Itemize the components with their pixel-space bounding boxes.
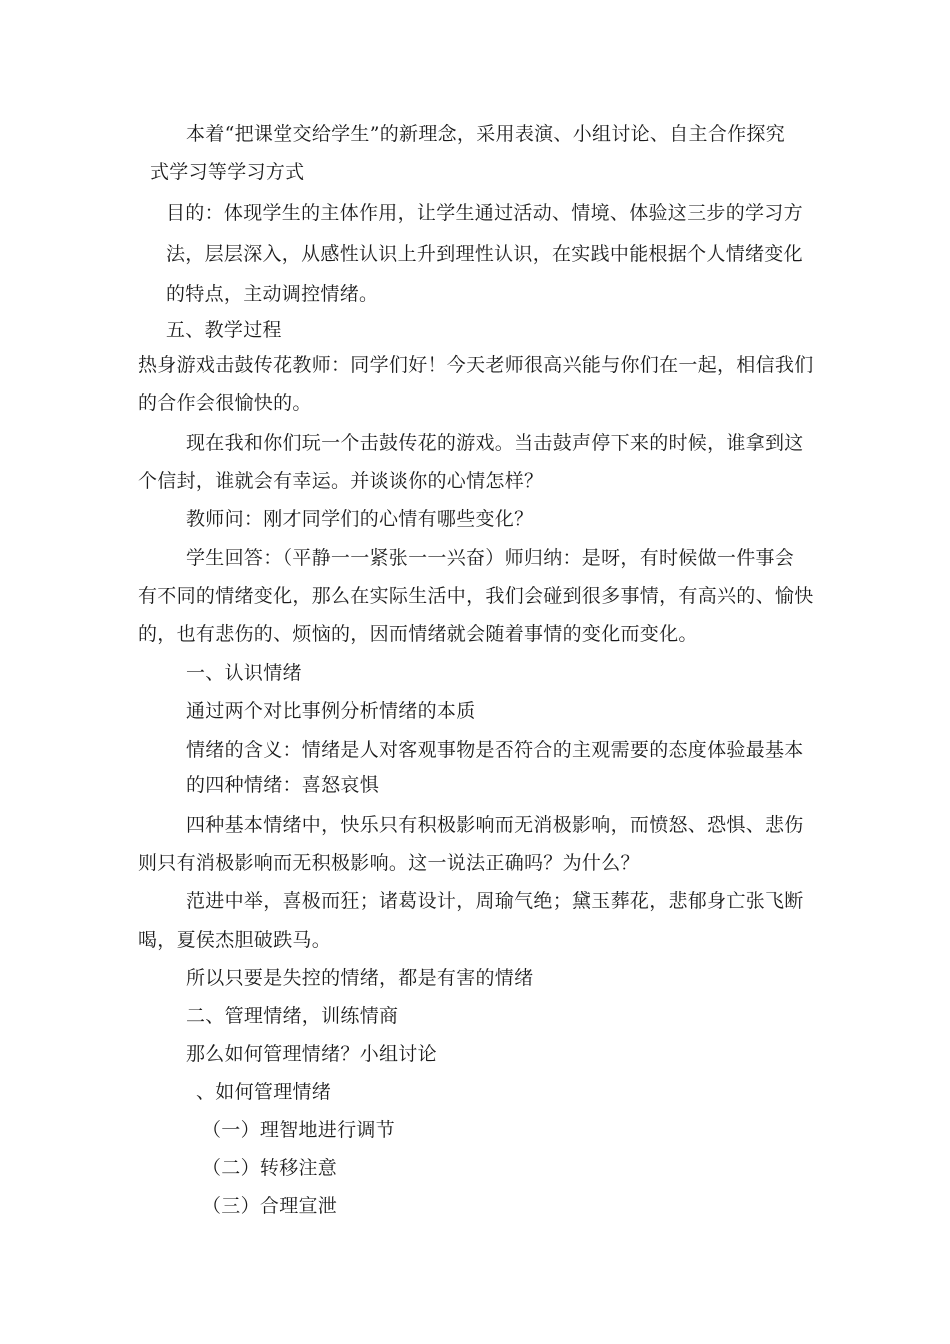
text-line: 法，层层深入，从感性认识上升到理性认识，在实践中能根据个人情绪变化 xyxy=(166,243,803,265)
list-item: （三）合理宣泄 xyxy=(202,1195,338,1217)
text-line: 情绪的含义：情绪是人对客观事物是否符合的主观需要的态度体验最基本 xyxy=(186,739,804,761)
text-line: 、如何管理情绪 xyxy=(196,1081,332,1103)
text-line: 的，也有悲伤的、烦恼的，因而情绪就会随着事情的变化而变化。 xyxy=(138,623,698,645)
text-line: 现在我和你们玩一个击鼓传花的游戏。当击鼓声停下来的时候，谁拿到这 xyxy=(186,432,804,454)
text-line: 目的：体现学生的主体作用，让学生通过活动、情境、体验这三步的学习方 xyxy=(166,202,803,224)
section-heading: 二、管理情绪，训练情商 xyxy=(186,1005,399,1027)
text-line: 那么如何管理情绪？小组讨论 xyxy=(186,1043,437,1065)
text-line: 通过两个对比事例分析情绪的本质 xyxy=(186,700,476,722)
text-line: 热身游戏击鼓传花教师：同学们好！今天老师很高兴能与你们在一起，相信我们 xyxy=(138,354,814,376)
section-heading: 一、认识情绪 xyxy=(186,662,302,684)
text-line: 所以只要是失控的情绪，都是有害的情绪 xyxy=(186,967,534,989)
text-line: 的四种情绪：喜怒哀惧 xyxy=(186,774,380,796)
text-line: 个信封，谁就会有幸运。并谈谈你的心情怎样？ xyxy=(138,470,544,492)
section-heading: 五、教学过程 xyxy=(166,319,282,341)
list-item: （二）转移注意 xyxy=(202,1157,338,1179)
text-line: 式学习等学习方式 xyxy=(150,161,305,183)
text-line: 学生回答：（平静一一紧张一一兴奋）师归纳：是呀，有时候做一件事会 xyxy=(186,547,795,569)
text-line: 有不同的情绪变化，那么在实际生活中，我们会碰到很多事情，有高兴的、愉快 xyxy=(138,585,814,607)
text-line: 则只有消极影响而无积极影响。这一说法正确吗？为什么？ xyxy=(138,852,640,874)
list-item: （一）理智地进行调节 xyxy=(202,1119,396,1141)
text-line: 四种基本情绪中，快乐只有积极影响而无消极影响，而愤怒、恐惧、悲伤 xyxy=(186,814,804,836)
text-line: 的合作会很愉快的。 xyxy=(138,392,312,414)
text-line: 教师问：刚才同学们的心情有哪些变化？ xyxy=(186,508,534,530)
text-line: 本着“把课堂交给学生”的新理念，采用表演、小组讨论、自主合作探究 xyxy=(186,123,786,145)
text-line: 的特点，主动调控情绪。 xyxy=(166,283,379,305)
text-line: 喝，夏侯杰胆破跌马。 xyxy=(138,929,332,951)
text-line: 范进中举，喜极而狂；诸葛设计，周瑜气绝；黛玉葬花，悲郁身亡张飞断 xyxy=(186,890,804,912)
